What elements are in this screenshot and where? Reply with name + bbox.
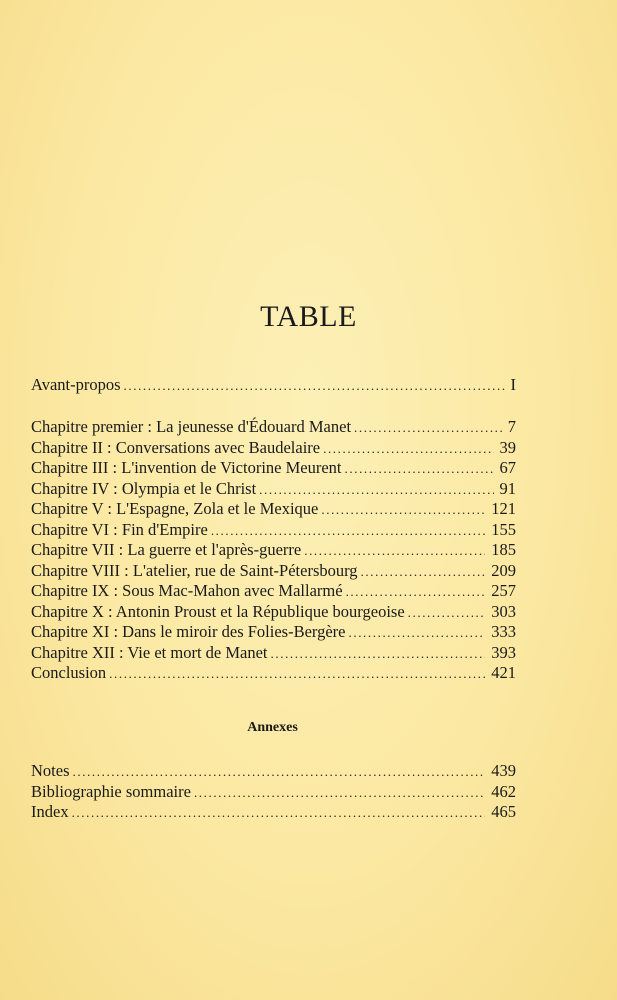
toc-entry-index — [31, 801, 516, 822]
toc-entry-chapter-12 — [31, 642, 516, 663]
toc-entry-label: Chapitre X : Antonin Proust et la République bourgeoise — [31, 601, 405, 621]
dot-leader — [194, 782, 485, 803]
toc-entry-label: Chapitre IV : Olympia et le Christ — [31, 478, 257, 498]
toc-entry-avant-propos — [31, 374, 516, 395]
toc-entry-page: 155 — [491, 519, 516, 539]
toc-entry-chapter-10 — [31, 601, 516, 622]
toc-entry-label: Chapitre V : L'Espagne, Zola et le Mexique — [31, 499, 319, 518]
toc-entry-page: 121 — [491, 499, 516, 518]
toc-entry-page: I — [510, 375, 516, 394]
toc-entry-label: Chapitre VIII : L'atelier, rue de Saint-Pétersbourg — [31, 560, 358, 580]
toc-entry-chapter-9 — [31, 580, 516, 601]
toc-entry-chapter-11 — [31, 621, 516, 642]
toc-entry-chapter-6 — [31, 519, 516, 540]
toc-entry-label: Chapitre VI : Fin d'Empire — [31, 519, 208, 539]
toc-entry-chapter-3 — [31, 457, 516, 478]
dot-leader — [304, 540, 485, 561]
toc-entry-page: 91 — [499, 478, 516, 498]
toc-entry-page: 209 — [491, 560, 516, 580]
toc-entry-label: Avant-propos — [31, 375, 121, 394]
toc-entry-notes — [31, 760, 516, 781]
toc-entry-page: 462 — [491, 781, 516, 801]
toc-entry-label: Chapitre XI : Dans le miroir des Folies-Bergère — [31, 622, 346, 641]
toc-entry-label: Chapitre premier : La jeunesse d'Édouard Manet — [31, 417, 352, 436]
toc-entry-label: Chapitre III : L'invention de Victorine Meurent — [31, 458, 342, 477]
page-title: TABLE — [260, 300, 357, 333]
toc-entry-label: Chapitre VII : La guerre et l'après-guerre — [31, 540, 302, 559]
toc-entry-chapter-2 — [31, 437, 516, 458]
dot-leader — [408, 602, 486, 623]
dot-leader — [259, 479, 493, 500]
toc-entry-label: Chapitre II : Conversations avec Baudelaire — [31, 437, 321, 457]
dot-leader — [321, 499, 485, 520]
toc-entry-chapter-8 — [31, 560, 516, 581]
dot-leader — [211, 520, 485, 541]
toc-entry-label: Index — [31, 802, 69, 821]
dot-leader — [72, 802, 486, 823]
toc-entry-page: 257 — [491, 581, 516, 600]
dot-leader — [361, 561, 486, 582]
toc-entry-conclusion — [31, 662, 516, 683]
dot-leader — [271, 643, 486, 664]
toc-entry-chapter-4 — [31, 478, 516, 499]
toc-entry-page: 303 — [491, 601, 516, 621]
toc-entry-bibliographie — [31, 781, 516, 802]
toc-entry-label: Notes — [31, 761, 70, 780]
dot-leader — [73, 761, 486, 782]
dot-leader — [124, 375, 505, 396]
toc-entry-page: 39 — [499, 437, 516, 457]
dot-leader — [354, 417, 502, 438]
toc-entry-page: 439 — [491, 761, 516, 780]
toc-entry-chapter-1 — [31, 416, 516, 437]
toc-entry-page: 333 — [491, 622, 516, 641]
annexes-heading: Annexes — [247, 720, 298, 735]
dot-leader — [109, 663, 485, 684]
dot-leader — [349, 622, 486, 643]
toc-entry-page: 7 — [507, 417, 516, 436]
toc-entry-label: Chapitre XII : Vie et mort de Manet — [31, 642, 268, 662]
dot-leader — [323, 438, 493, 459]
toc-entry-label: Conclusion — [31, 663, 107, 682]
dot-leader — [346, 581, 486, 602]
toc-entry-chapter-5 — [31, 498, 516, 519]
toc-entry-label: Chapitre IX : Sous Mac-Mahon avec Mallarmé — [31, 581, 343, 600]
toc-entry-label: Bibliographie sommaire — [31, 781, 191, 801]
toc-entry-page: 465 — [491, 802, 516, 821]
dot-leader — [345, 458, 494, 479]
toc-entry-page: 67 — [499, 458, 516, 477]
toc-entry-page: 393 — [491, 642, 516, 662]
toc-entry-page: 185 — [491, 540, 516, 559]
toc-entry-chapter-7 — [31, 539, 516, 560]
toc-entry-page: 421 — [491, 663, 516, 682]
